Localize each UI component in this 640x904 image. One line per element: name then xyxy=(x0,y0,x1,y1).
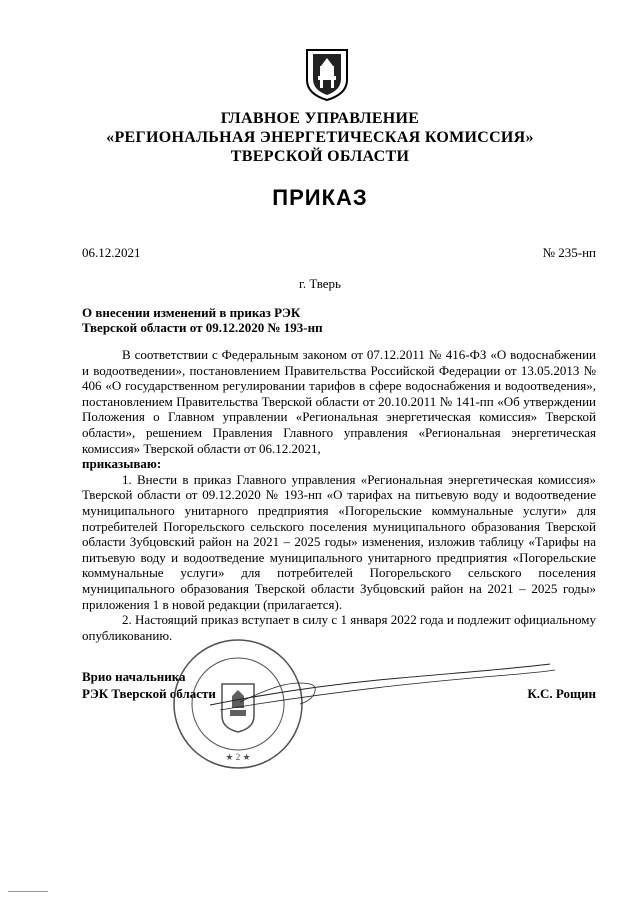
order-word: приказываю: xyxy=(82,456,162,472)
document-number: № 235-нп xyxy=(542,245,596,260)
position-line-1: Врио начальника xyxy=(82,669,186,684)
org-name-line-3: ТВЕРСКОЙ ОБЛАСТИ xyxy=(230,148,410,165)
preamble-paragraph: В соответствии с Федеральным законом от 07.12.2011 № 416-ФЗ «О водоснабжении и водоотведении», постановлением Правительства Российской Федерации от 13.05.2013 № 406 «О государственном регулировании тарифов в сфере водоснабжения и водоотведения», постановлением Правительства Тверской области от 20.10.2011 № 141-пп «Об утверждении Положения о Главном управлении «Региональная энергетическая комиссия» Тверской области», решением Правления Главного управления «Региональная энергетическая комиссия» Тверской области от 06.12.2021, xyxy=(82,347,596,456)
signatory-name: К.С. Рощин xyxy=(527,686,596,701)
org-name-line-2: «РЕГИОНАЛЬНАЯ ЭНЕРГЕТИЧЕСКАЯ КОМИССИЯ» xyxy=(106,129,534,146)
document-subject xyxy=(82,305,382,335)
org-name-line-1: ГЛАВНОЕ УПРАВЛЕНИЕ xyxy=(220,110,420,127)
scan-mark xyxy=(8,891,48,892)
position-line-2: РЭК Тверской области xyxy=(82,686,216,701)
subject-line-1: О внесении изменений в приказ РЭК xyxy=(82,305,301,320)
subject-line-2: Тверской области от 09.12.2020 № 193-нп xyxy=(82,320,323,335)
document-body xyxy=(82,347,596,643)
order-item-1: 1. Внести в приказ Главного управления «Региональная энергетическая комиссия» Тверской области от 09.12.2020 № 193-нп «О тарифах на питьевую воду и водоотведение муниципального унитарного предприятия «Погорельские коммунальные услуги» для потребителей Погорельского сельского поселения муниципального образования Тверской области Зубцовский район на 2021 – 2025 годы» изменения, изложив таблицу «Тарифы на питьевую воду и водоотведение муниципального унитарного предприятия «Погорельские коммунальные услуги» для потребителей Погорельского сельского поселения муниципального образования Тверской области Зубцовский район на 2021 – 2025 годы» приложения 1 в новой редакции (прилагается). xyxy=(82,471,596,612)
document-date: 06.12.2021 xyxy=(82,245,141,260)
tver-coat-of-arms-icon xyxy=(303,46,351,102)
document-city: г. Тверь xyxy=(299,276,341,291)
document-type-title: ПРИКАЗ xyxy=(272,185,368,210)
svg-text:★ 2 ★: ★ 2 ★ xyxy=(225,752,251,762)
handwritten-signature-icon xyxy=(200,660,560,730)
order-item-2: 2. Настоящий приказ вступает в силу с 1 января 2022 года и подлежит официальному опубликованию. xyxy=(82,612,596,643)
